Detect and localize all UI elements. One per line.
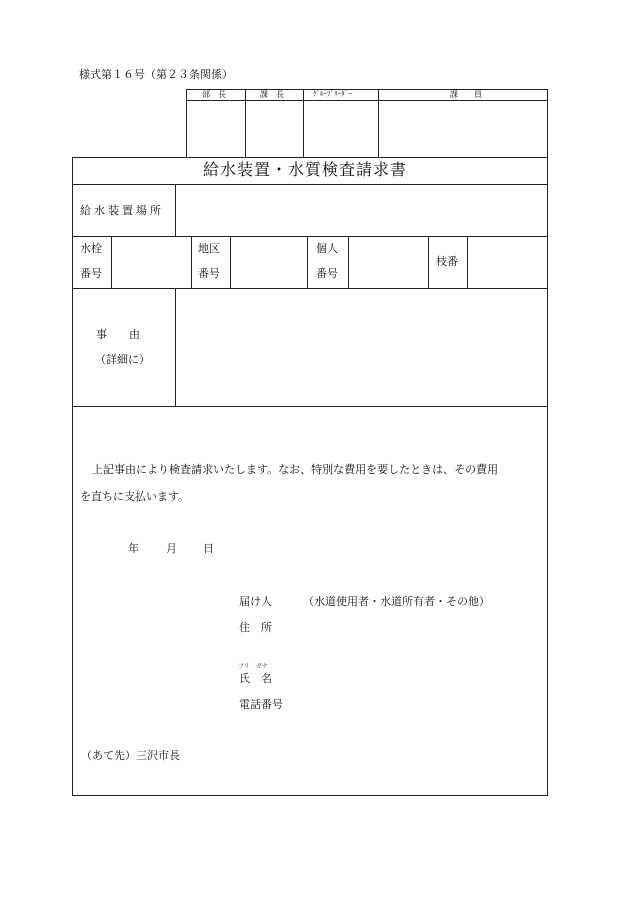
- applicant-types: （水道使用者・水道所有者・その他）: [303, 595, 490, 608]
- date-day: 日: [203, 542, 214, 555]
- hydrant-number-field[interactable]: [113, 238, 189, 286]
- hydrant-label-2: 番号: [80, 267, 102, 280]
- stamp-header-section-chief: 課 長: [260, 90, 284, 99]
- reason-label: 事 由: [96, 328, 140, 341]
- branch-label: 枝番: [436, 255, 458, 268]
- branch-number-field[interactable]: [469, 238, 545, 286]
- location-field[interactable]: [177, 186, 545, 234]
- hydrant-label-1: 水栓: [80, 242, 102, 255]
- date-year: 年: [128, 542, 139, 555]
- district-number-field[interactable]: [232, 238, 305, 286]
- location-label: 給水装置場所: [80, 204, 164, 217]
- declaration-line-2: を直ちに支払います。: [80, 490, 190, 503]
- declaration-line-1: 上記事由により検査請求いたします。なお、特別な費用を要したときは、その費用: [92, 463, 499, 476]
- personal-label-2: 番号: [316, 267, 338, 280]
- form-title: 給水装置・水質検査請求書: [203, 160, 408, 179]
- date-month: 月: [166, 542, 177, 555]
- form-number: 様式第１６号（第２３条関係）: [79, 68, 233, 81]
- district-label-2: 番号: [198, 267, 220, 280]
- address-label: 住 所: [239, 621, 272, 634]
- furigana-label: フリ ガナ: [238, 663, 268, 670]
- name-label: 氏 名: [239, 672, 272, 685]
- personal-number-field[interactable]: [350, 238, 426, 286]
- personal-label-1: 個人: [316, 242, 338, 255]
- stamp-header-group-leader: ｸﾞﾙｰﾌﾟﾘｰﾀﾞｰ: [313, 90, 352, 98]
- stamp-header-department-head: 部 長: [202, 90, 226, 99]
- phone-label: 電話番号: [239, 698, 283, 711]
- applicant-label: 届け人: [239, 595, 272, 608]
- reason-field[interactable]: [177, 290, 545, 404]
- stamp-header-staff: 課 員: [450, 90, 482, 99]
- district-label-1: 地区: [198, 242, 220, 255]
- reason-detail-label: （詳細に）: [95, 353, 150, 366]
- addressee: （あて先）三沢市長: [81, 749, 180, 762]
